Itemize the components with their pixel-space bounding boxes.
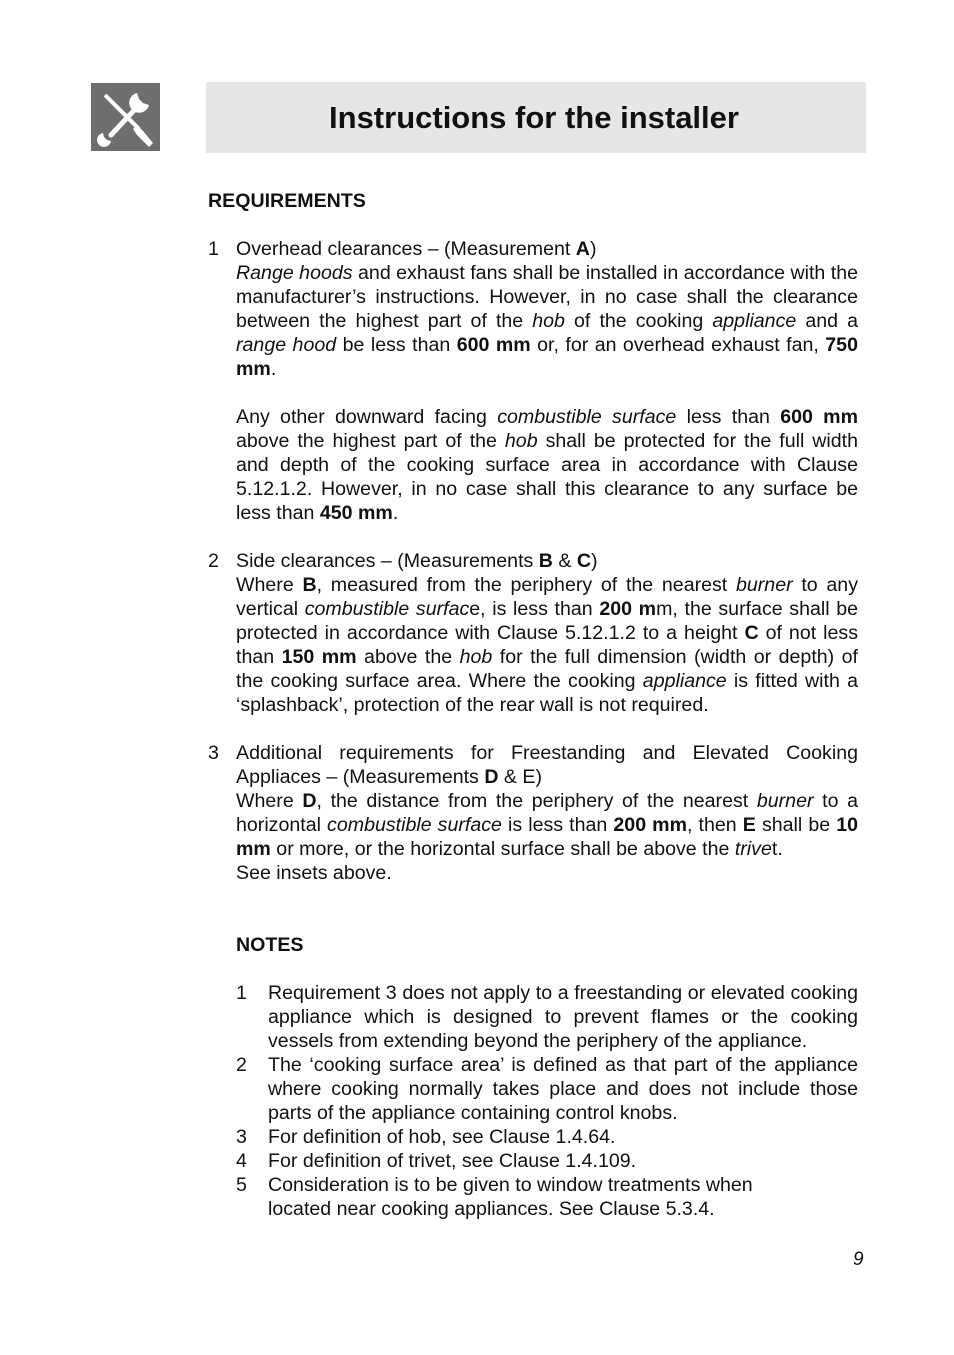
requirement-paragraph: Where D, the distance from the periphery of the nearest burner to a horizontal combustible surface is less than 200 mm, then E shall be 10 mm or more, or the horizontal surface shall be above the trivet. [236, 790, 858, 860]
requirement-heading: Side clearances – (Measurements B & C) [236, 550, 598, 572]
requirement-paragraph: Where B, measured from the periphery of the nearest burner to any vertical combustible surface, is less than 200 mm, the surface shall be protected in accordance with Clause 5.12.1.2 to a height C of not less than 150 mm above the hob for the full dimension (width or depth) of the cooking surface area. Where the cooking appliance is fitted with a ‘splashback’, protection of the rear wall is not required. [236, 574, 859, 716]
requirement-3 [208, 741, 858, 885]
requirement-2 [208, 549, 858, 717]
note-item: 1 Requirement 3 does not apply to a freestanding or elevated cooking appliance which is designed to prevent flames or the cooking vessels from extending beyond the periphery of the appliance. [236, 982, 858, 1052]
requirement-heading: Additional requirements for Freestanding and Elevated Cooking Appliaces – (Measurements D & E) [236, 742, 858, 788]
wrench-screwdriver-icon [91, 83, 160, 151]
requirement-paragraph: Range hoods and exhaust fans shall be installed in accordance with the manufacturer’s instructions. However, in no case shall the clearance between the highest part of the hob of the cooking appliance and a range hood be less than 600 mm or, for an overhead exhaust fan, 750 mm. [236, 262, 858, 380]
requirement-paragraph: Any other downward facing combustible surface less than 600 mm above the highest part of the hob shall be protected for the full width and depth of the cooking surface area in accordance with Clause 5.12.1.2. However, in no case shall this clearance to any surface be less than 450 mm. [236, 406, 859, 524]
requirements-heading: REQUIREMENTS [208, 190, 366, 212]
requirement-number: 1 [208, 238, 219, 260]
notes-heading: NOTES [236, 934, 304, 956]
document-body [208, 189, 858, 1221]
header-band [206, 82, 866, 153]
page-title: Instructions for the installer [329, 99, 739, 135]
page-number: 9 [853, 1249, 864, 1270]
note-item: 5 Consideration is to be given to window treatments when located near cooking appliances. See Clause 5.3.4. [236, 1174, 753, 1220]
note-item: 4 For definition of trivet, see Clause 1.4.109. [236, 1150, 637, 1172]
requirement-heading: Overhead clearances – (Measurement A) [236, 238, 597, 260]
note-item: 2 The ‘cooking surface area’ is defined as that part of the appliance where cooking normally takes place and does not include those parts of the appliance containing control knobs. [236, 1054, 858, 1124]
notes-section [236, 933, 858, 1221]
requirement-number: 3 [208, 742, 219, 764]
note-item: 3 For definition of hob, see Clause 1.4.64. [236, 1126, 616, 1148]
requirement-1 [208, 237, 858, 525]
see-insets-text: See insets above. [236, 862, 392, 884]
requirement-number: 2 [208, 550, 219, 572]
wrench-screwdriver-glyph [91, 83, 160, 151]
